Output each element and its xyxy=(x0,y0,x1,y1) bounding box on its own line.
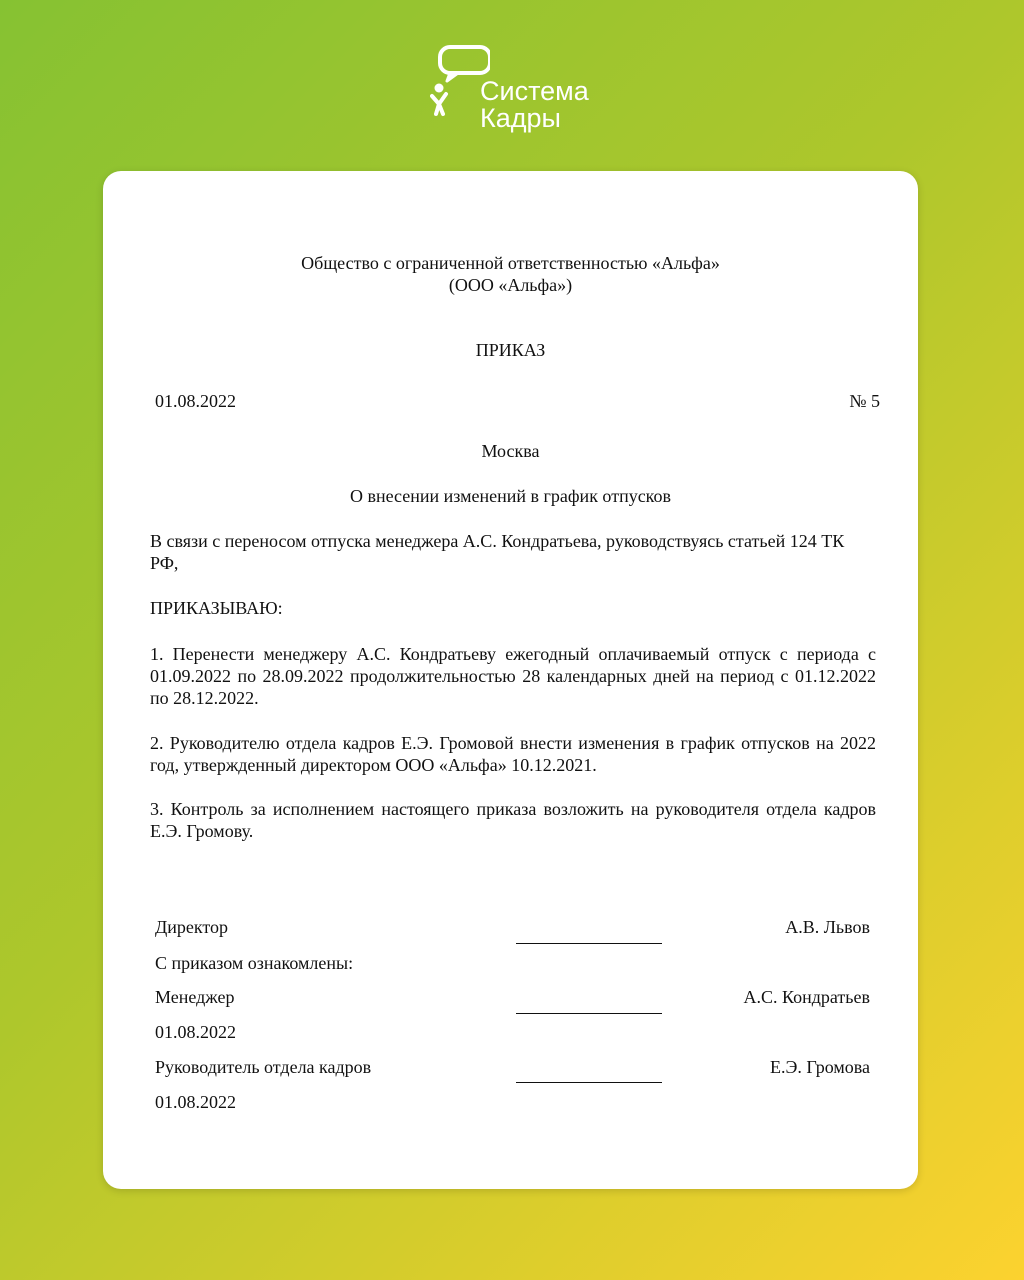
logo-text xyxy=(480,78,589,132)
document-type: ПРИКАЗ xyxy=(475,340,546,360)
order-document xyxy=(103,171,918,1189)
logo-line-2: Кадры xyxy=(480,103,561,133)
document-date: 01.08.2022 xyxy=(155,391,236,411)
director-name: А.В. Львов xyxy=(785,917,870,937)
org-full-name: Общество с ограниченной ответственностью «Альфа» xyxy=(301,253,720,273)
document-card xyxy=(103,171,918,1189)
hr-name: Е.Э. Громова xyxy=(770,1057,870,1077)
manager-date: 01.08.2022 xyxy=(155,1022,236,1042)
manager-name: А.С. Кондратьев xyxy=(743,987,870,1007)
hr-date: 01.08.2022 xyxy=(155,1092,236,1112)
acquainted-label: С приказом ознакомлены: xyxy=(155,953,354,973)
hr-title: Руководитель отдела кадров xyxy=(155,1057,372,1077)
director-signature-line xyxy=(516,943,662,944)
hr-signature-line xyxy=(516,1082,662,1083)
preamble: В связи с переносом отпуска менеджера А.С. Кондратьева, руководствуясь статьей 124 ТК РФ, xyxy=(150,531,845,573)
document-subject: О внесении изменений в график отпусков xyxy=(349,486,672,506)
org-short-name: (ООО «Альфа») xyxy=(448,275,573,295)
director-title: Директор xyxy=(155,917,229,937)
logo-line-1: Система xyxy=(480,76,589,106)
order-item-2: 2. Руководителю отдела кадров Е.Э. Громовой внести изменения в график отпусков на 2022 год, утвержденный директором ООО «Альфа» 10.12.2021. xyxy=(150,733,876,775)
order-item-3: 3. Контроль за исполнением настоящего приказа возложить на руководителя отдела кадров Е.Э. Громову. xyxy=(150,799,876,841)
logo xyxy=(430,44,610,139)
order-word: ПРИКАЗЫВАЮ: xyxy=(150,598,283,618)
document-city: Москва xyxy=(481,441,540,461)
manager-title: Менеджер xyxy=(155,987,235,1007)
document-number: № 5 xyxy=(849,391,880,411)
order-item-1: 1. Перенести менеджеру А.С. Кондратьеву ежегодный оплачиваемый отпуск с периода с 01.09.2022 по 28.09.2022 продолжительностью 28 календарных дней на период с 01.12.2022 по 28.12.2022. xyxy=(150,644,876,708)
manager-signature-line xyxy=(516,1013,662,1014)
